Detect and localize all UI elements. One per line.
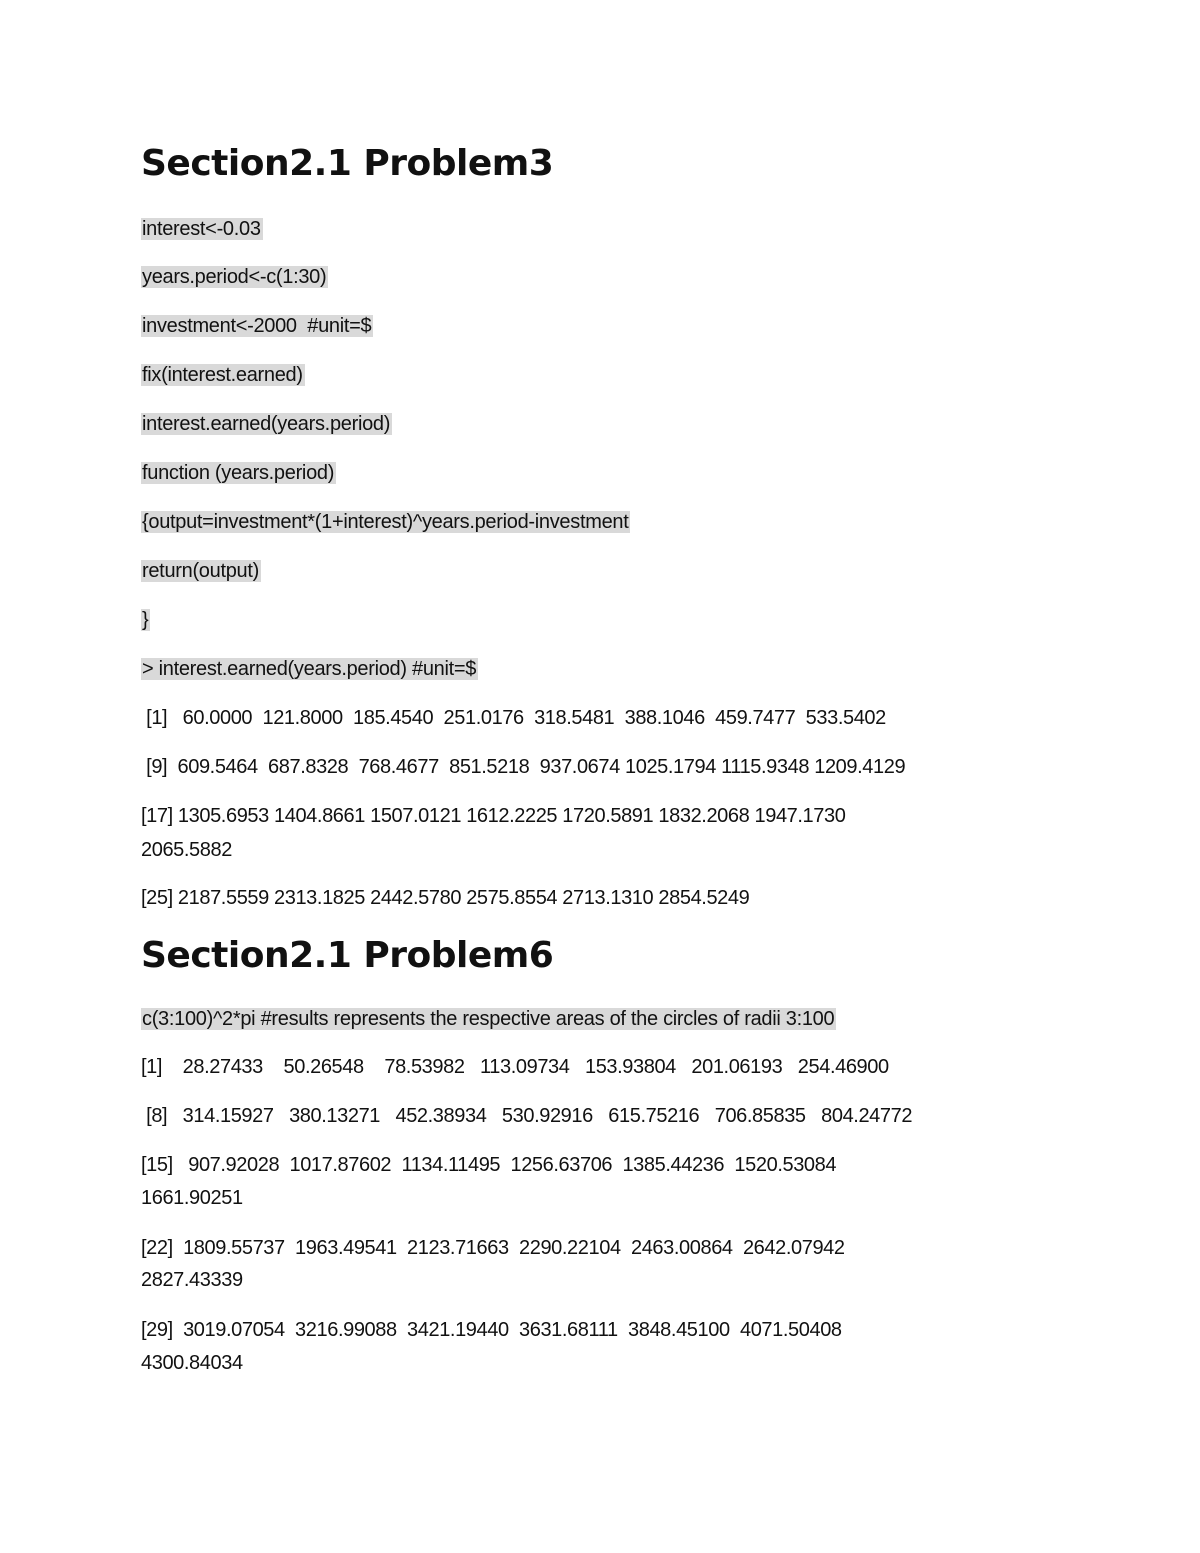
output-line: 2827.43339: [141, 1269, 243, 1291]
output-line: [17] 1305.6953 1404.8661 1507.0121 1612.2225 1720.5891 1832.2068 1947.1730: [141, 805, 846, 827]
code-line: [141, 410, 392, 438]
section-heading-problem3: Section2.1 Problem3: [141, 143, 554, 184]
code-line: [141, 1005, 836, 1033]
code-line: [141, 557, 261, 585]
output-line: [29] 3019.07054 3216.99088 3421.19440 3631.68111 3848.45100 4071.50408: [141, 1319, 842, 1341]
code-text: investment<-2000 #unit=$: [142, 315, 372, 337]
output-line: 4300.84034: [141, 1352, 243, 1374]
output-line: [15] 907.92028 1017.87602 1134.11495 1256.63706 1385.44236 1520.53084: [141, 1154, 837, 1176]
code-text: > interest.earned(years.period) #unit=$: [142, 658, 477, 680]
output-line: [8] 314.15927 380.13271 452.38934 530.92916 615.75216 706.85835 804.24772: [141, 1105, 913, 1127]
code-line: [141, 508, 630, 536]
code-line: [141, 263, 328, 291]
output-line: [1] 28.27433 50.26548 78.53982 113.09734 153.93804 201.06193 254.46900: [141, 1056, 889, 1078]
code-line: [141, 655, 478, 683]
code-line: [141, 312, 373, 340]
code-text: {output=investment*(1+interest)^years.period-investment: [142, 511, 629, 533]
code-text: fix(interest.earned): [142, 364, 303, 386]
code-text: c(3:100)^2*pi #results represents the respective areas of the circles of radii 3:100: [142, 1008, 835, 1030]
code-text: }: [142, 609, 149, 631]
output-line: [25] 2187.5559 2313.1825 2442.5780 2575.8554 2713.1310 2854.5249: [141, 887, 750, 909]
code-text: years.period<-c(1:30): [142, 266, 327, 288]
code-line: [141, 459, 336, 487]
code-line: [141, 361, 305, 389]
output-line: [1] 60.0000 121.8000 185.4540 251.0176 318.5481 388.1046 459.7477 533.5402: [141, 707, 886, 729]
code-text: return(output): [142, 560, 259, 582]
output-line: [22] 1809.55737 1963.49541 2123.71663 2290.22104 2463.00864 2642.07942: [141, 1237, 845, 1259]
code-text: interest<-0.03: [142, 218, 261, 240]
output-line: 1661.90251: [141, 1187, 243, 1209]
output-line: 2065.5882: [141, 839, 232, 861]
section-heading-problem6: Section2.1 Problem6: [141, 935, 554, 976]
output-line: [9] 609.5464 687.8328 768.4677 851.5218 937.0674 1025.1794 1115.9348 1209.4129: [141, 756, 906, 778]
code-line: [141, 606, 150, 634]
code-line: [141, 215, 263, 243]
code-text: interest.earned(years.period): [142, 413, 391, 435]
code-text: function (years.period): [142, 462, 335, 484]
